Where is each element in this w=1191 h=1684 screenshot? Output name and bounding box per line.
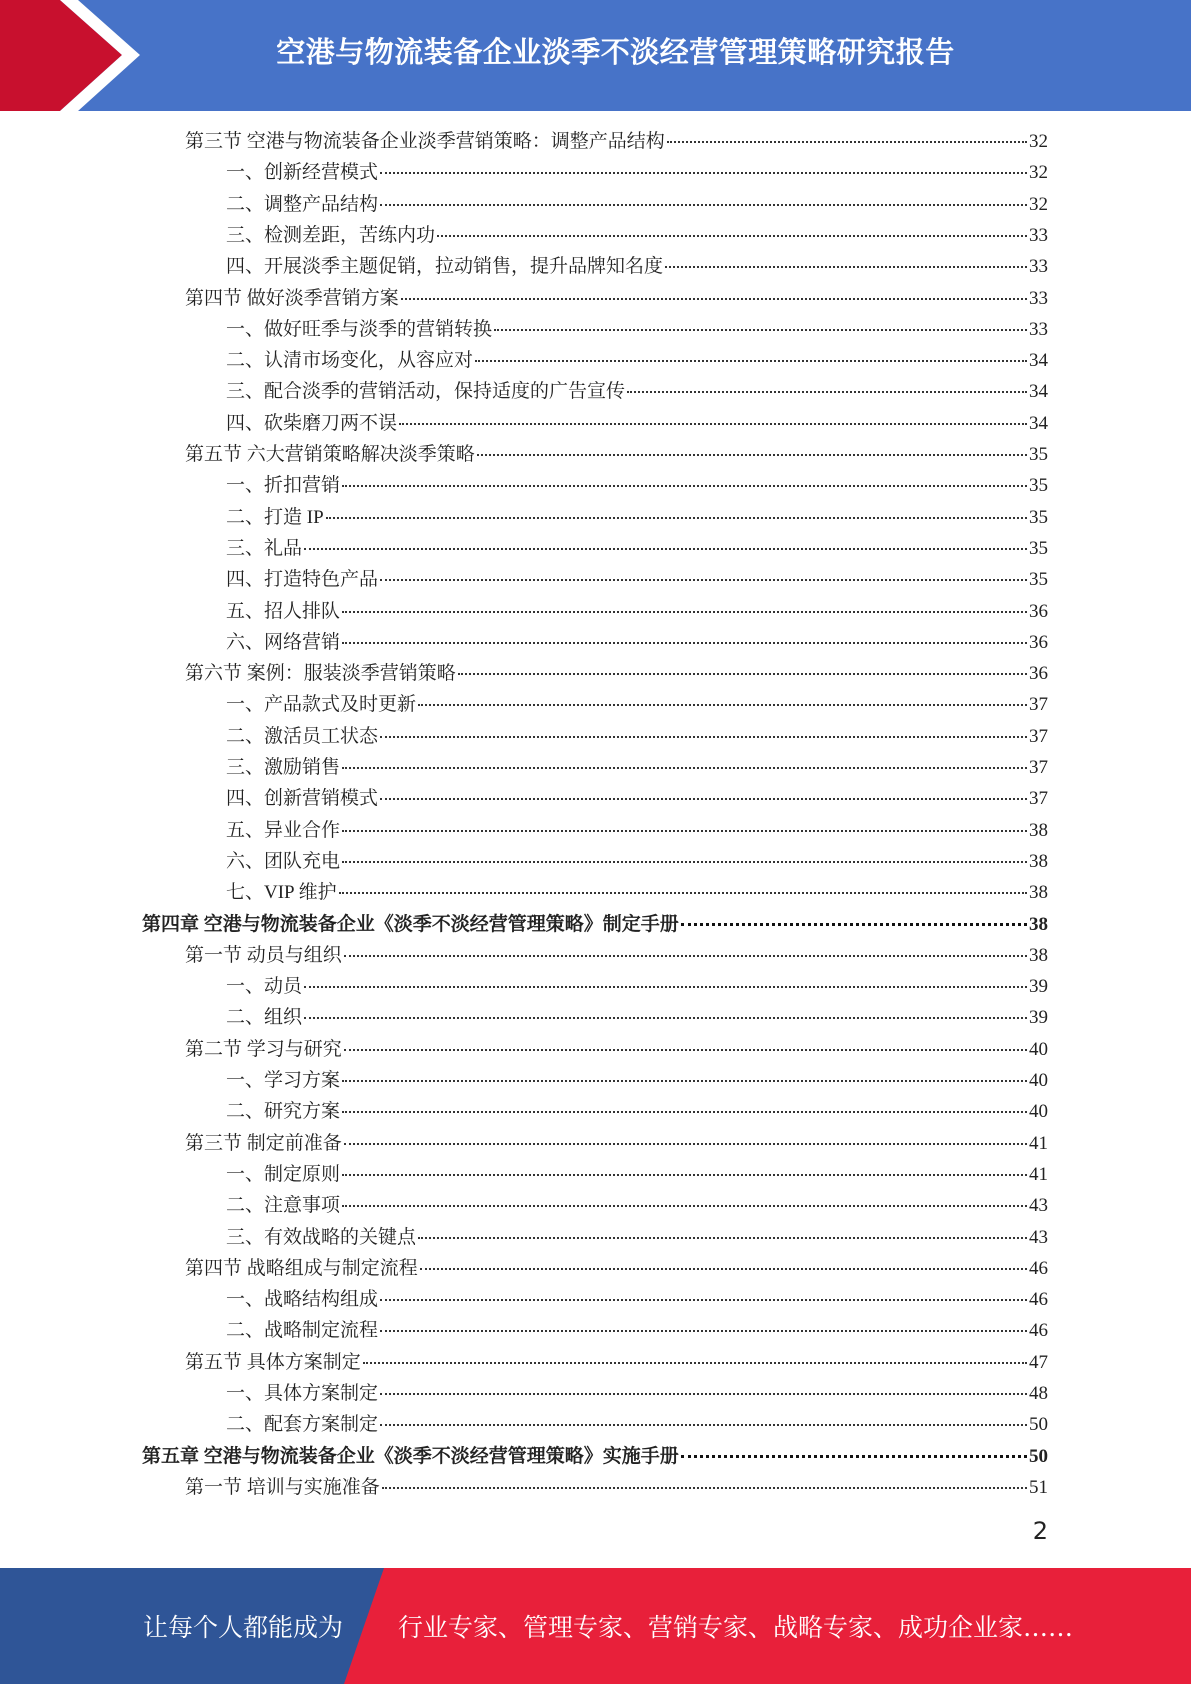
toc-dot-leader	[627, 391, 1027, 393]
toc-entry-title: 二、组织	[226, 1007, 303, 1029]
toc-entry-page: 46	[1029, 1289, 1048, 1311]
toc-dot-leader	[380, 798, 1027, 800]
toc-entry-page: 33	[1029, 318, 1048, 340]
toc-entry-title: 一、创新经营模式	[226, 162, 379, 184]
toc-entry-title: 第一节 动员与组织	[185, 944, 342, 966]
toc-entry-title: 二、研究方案	[226, 1101, 341, 1123]
toc-dot-leader	[342, 1174, 1027, 1176]
toc-entry-title: 第三节 空港与物流装备企业淡季营销策略：调整产品结构	[185, 131, 665, 152]
toc-section-entry[interactable]	[185, 1129, 1048, 1159]
toc-entry-page: 38	[1029, 882, 1048, 904]
toc-dot-leader	[667, 141, 1027, 143]
toc-dot-leader	[342, 767, 1027, 769]
toc-dot-leader	[437, 235, 1027, 237]
toc-entry-page: 51	[1029, 1476, 1048, 1498]
toc-entry-page: 34	[1029, 381, 1048, 403]
toc-section-entry[interactable]	[185, 127, 1048, 157]
toc-entry-page: 40	[1029, 1101, 1048, 1123]
toc-dot-leader	[344, 1143, 1027, 1145]
toc-subsection-entry[interactable]	[226, 1160, 1048, 1190]
document-title: 空港与物流装备企业淡季不淡经营管理策略研究报告	[276, 34, 955, 69]
toc-entry-page: 36	[1029, 600, 1048, 622]
toc-subsection-entry[interactable]	[226, 816, 1048, 846]
toc-section-entry[interactable]	[185, 440, 1048, 470]
toc-entry-title: 三、激励销售	[226, 757, 341, 778]
toc-entry-title: 六、团队充电	[226, 850, 341, 872]
toc-entry-title: 三、礼品	[226, 537, 303, 559]
toc-dot-leader	[380, 1393, 1027, 1395]
toc-dot-leader	[380, 736, 1027, 738]
toc-entry-page: 38	[1029, 944, 1048, 966]
toc-entry-page: 35	[1029, 444, 1048, 465]
toc-dot-leader	[344, 1049, 1027, 1051]
toc-dot-leader	[380, 579, 1027, 581]
toc-dot-leader	[342, 1080, 1027, 1082]
toc-entry-title: 二、战略制定流程	[226, 1320, 379, 1342]
toc-entry-title: 第五节 具体方案制定	[185, 1351, 361, 1373]
toc-entry-title: 五、异业合作	[226, 819, 341, 841]
toc-entry-title: 第六节 案例：服装淡季营销策略	[185, 663, 456, 685]
toc-entry-title: 四、创新营销模式	[226, 788, 379, 810]
toc-dot-leader	[420, 1268, 1027, 1270]
toc-subsection-entry[interactable]	[226, 221, 1048, 251]
toc-section-entry[interactable]	[185, 659, 1048, 689]
toc-dot-leader	[477, 454, 1027, 456]
toc-dot-leader	[342, 611, 1027, 613]
toc-entry-page: 32	[1029, 162, 1048, 184]
toc-subsection-entry[interactable]	[226, 1410, 1048, 1440]
toc-entry-page: 33	[1029, 224, 1048, 246]
toc-entry-page: 40	[1029, 1038, 1048, 1060]
toc-section-entry[interactable]	[185, 941, 1048, 971]
toc-dot-leader	[339, 892, 1027, 894]
toc-dot-leader	[382, 1487, 1027, 1489]
toc-entry-title: 一、具体方案制定	[226, 1383, 379, 1404]
toc-entry-page: 37	[1029, 757, 1048, 778]
toc-subsection-entry[interactable]	[226, 847, 1048, 877]
toc-section-entry[interactable]	[185, 1254, 1048, 1284]
toc-subsection-entry[interactable]	[226, 471, 1048, 501]
toc-entry-page: 37	[1029, 694, 1048, 716]
toc-subsection-entry[interactable]	[226, 1316, 1048, 1346]
footer-slogan-left: 让每个人都能成为	[143, 1613, 344, 1642]
toc-entry-title: 六、网络营销	[226, 631, 341, 653]
toc-entry-page: 34	[1029, 350, 1048, 372]
header-banner	[0, 0, 1191, 111]
toc-subsection-entry[interactable]	[226, 1379, 1048, 1409]
toc-entry-title: 第四节 战略组成与制定流程	[185, 1257, 418, 1279]
toc-entry-title: 三、检测差距，苦练内功	[226, 224, 436, 246]
toc-dot-leader	[380, 172, 1027, 174]
toc-dot-leader	[475, 360, 1027, 362]
toc-entry-page: 46	[1029, 1257, 1048, 1279]
toc-subsection-entry[interactable]	[226, 1285, 1048, 1315]
toc-dot-leader	[344, 955, 1027, 957]
toc-subsection-entry[interactable]	[226, 628, 1048, 658]
toc-dot-leader	[304, 986, 1027, 988]
toc-dot-leader	[401, 298, 1027, 300]
toc-subsection-entry[interactable]	[226, 534, 1048, 564]
toc-section-entry[interactable]	[185, 1348, 1048, 1378]
toc-subsection-entry[interactable]	[226, 565, 1048, 595]
toc-subsection-entry[interactable]	[226, 690, 1048, 720]
toc-entry-title: 三、有效战略的关键点	[226, 1226, 417, 1248]
chevron-arrow-icon	[0, 0, 150, 111]
toc-entry-page: 43	[1029, 1226, 1048, 1248]
toc-entry-title: 一、折扣营销	[226, 475, 341, 497]
toc-subsection-entry[interactable]	[226, 252, 1048, 282]
toc-subsection-entry[interactable]	[226, 1191, 1048, 1221]
toc-dot-leader	[342, 1111, 1027, 1113]
toc-entry-title: 四、砍柴磨刀两不误	[226, 412, 398, 434]
toc-entry-title: 一、动员	[226, 976, 303, 998]
toc-entry-page: 32	[1029, 193, 1048, 215]
toc-dot-leader	[326, 517, 1027, 519]
toc-subsection-entry[interactable]	[226, 346, 1048, 376]
toc-entry-title: 一、战略结构组成	[226, 1289, 379, 1311]
toc-subsection-entry[interactable]	[226, 784, 1048, 814]
toc-entry-title: 二、认清市场变化，从容应对	[226, 350, 474, 372]
toc-subsection-entry[interactable]	[226, 1097, 1048, 1127]
toc-subsection-entry[interactable]	[226, 190, 1048, 220]
toc-subsection-entry[interactable]	[226, 315, 1048, 345]
toc-dot-leader	[304, 548, 1027, 550]
toc-entry-title: 第三节 制定前准备	[185, 1132, 342, 1154]
toc-entry-title: 四、打造特色产品	[226, 569, 379, 591]
toc-dot-leader	[418, 1237, 1027, 1239]
toc-dot-leader	[458, 673, 1027, 675]
toc-entry-page: 35	[1029, 475, 1048, 497]
toc-entry-page: 35	[1029, 506, 1048, 528]
toc-chapter-entry[interactable]	[142, 910, 1048, 940]
toc-entry-title: 第二节 学习与研究	[185, 1038, 342, 1060]
toc-entry-page: 39	[1029, 1007, 1048, 1029]
toc-entry-title: 二、调整产品结构	[226, 193, 379, 215]
toc-entry-page: 36	[1029, 663, 1048, 685]
footer-banner	[0, 1568, 1191, 1684]
toc-dot-leader	[681, 1455, 1027, 1458]
toc-subsection-entry[interactable]	[226, 503, 1048, 533]
toc-entry-page: 41	[1029, 1132, 1048, 1154]
toc-entry-page: 33	[1029, 287, 1048, 309]
toc-entry-title: 三、配合淡季的营销活动，保持适度的广告宣传	[226, 381, 626, 403]
toc-dot-leader	[342, 1205, 1027, 1207]
toc-entry-page: 34	[1029, 412, 1048, 434]
toc-dot-leader	[380, 1424, 1027, 1426]
toc-dot-leader	[418, 704, 1027, 706]
toc-chapter-entry[interactable]	[142, 1442, 1048, 1472]
toc-entry-page: 39	[1029, 976, 1048, 998]
toc-entry-page: 48	[1029, 1383, 1048, 1404]
toc-subsection-entry[interactable]	[226, 878, 1048, 908]
page-number: 2	[1032, 1517, 1048, 1545]
toc-subsection-entry[interactable]	[226, 722, 1048, 752]
toc-entry-title: 二、打造 IP	[226, 506, 324, 528]
toc-entry-title: 一、做好旺季与淡季的营销转换	[226, 318, 493, 340]
toc-dot-leader	[342, 485, 1027, 487]
toc-entry-title: 第四章 空港与物流装备企业《淡季不淡经营管理策略》制定手册	[142, 913, 679, 935]
toc-dot-leader	[380, 204, 1027, 206]
toc-dot-leader	[342, 642, 1027, 644]
toc-entry-page: 38	[1029, 819, 1048, 841]
toc-subsection-entry[interactable]	[226, 377, 1048, 407]
toc-entry-page: 37	[1029, 788, 1048, 810]
toc-entry-page: 35	[1029, 569, 1048, 591]
toc-entry-page: 32	[1029, 131, 1048, 152]
toc-subsection-entry[interactable]	[226, 409, 1048, 439]
toc-entry-page: 35	[1029, 537, 1048, 559]
toc-section-entry[interactable]	[185, 1473, 1048, 1503]
toc-dot-leader	[399, 423, 1027, 425]
toc-entry-page: 38	[1029, 850, 1048, 872]
toc-entry-page: 41	[1029, 1163, 1048, 1185]
toc-dot-leader	[342, 830, 1027, 832]
toc-entry-page: 50	[1029, 1445, 1048, 1467]
toc-entry-title: 五、招人排队	[226, 600, 341, 622]
toc-subsection-entry[interactable]	[226, 1223, 1048, 1253]
toc-entry-title: 二、激活员工状态	[226, 725, 379, 747]
toc-dot-leader	[363, 1362, 1027, 1364]
toc-entry-page: 46	[1029, 1320, 1048, 1342]
toc-entry-page: 47	[1029, 1351, 1048, 1373]
toc-entry-page: 33	[1029, 256, 1048, 278]
toc-entry-title: 一、学习方案	[226, 1070, 341, 1091]
toc-dot-leader	[342, 861, 1027, 863]
toc-entry-title: 二、注意事项	[226, 1195, 341, 1217]
toc-entry-page: 37	[1029, 725, 1048, 747]
toc-subsection-entry[interactable]	[226, 1003, 1048, 1033]
toc-subsection-entry[interactable]	[226, 753, 1048, 783]
toc-entry-title: 第五章 空港与物流装备企业《淡季不淡经营管理策略》实施手册	[142, 1445, 679, 1467]
toc-entry-page: 38	[1029, 913, 1048, 935]
toc-dot-leader	[681, 923, 1027, 926]
toc-subsection-entry[interactable]	[226, 597, 1048, 627]
toc-entry-title: 二、配套方案制定	[226, 1414, 379, 1436]
toc-entry-title: 第四节 做好淡季营销方案	[185, 287, 399, 309]
toc-entry-title: 一、制定原则	[226, 1163, 341, 1185]
toc-entry-title: 一、产品款式及时更新	[226, 694, 417, 716]
toc-entry-title: 第五节 六大营销策略解决淡季策略	[185, 444, 475, 465]
toc-dot-leader	[304, 1017, 1027, 1019]
footer-slogan-right: 行业专家、管理专家、营销专家、战略专家、成功企业家……	[398, 1613, 1074, 1642]
toc-subsection-entry[interactable]	[226, 1066, 1048, 1096]
toc-entry-page: 43	[1029, 1195, 1048, 1217]
toc-dot-leader	[665, 266, 1027, 268]
toc-entry-page: 50	[1029, 1414, 1048, 1436]
toc-dot-leader	[380, 1299, 1027, 1301]
toc-entry-title: 第一节 培训与实施准备	[185, 1476, 380, 1498]
toc-entry-title: 四、开展淡季主题促销，拉动销售，提升品牌知名度	[226, 256, 664, 278]
toc-dot-leader	[380, 1330, 1027, 1332]
toc-entry-page: 36	[1029, 631, 1048, 653]
toc-dot-leader	[494, 329, 1027, 331]
toc-entry-page: 40	[1029, 1070, 1048, 1091]
toc-section-entry[interactable]	[185, 1035, 1048, 1065]
toc-entry-title: 七、VIP 维护	[226, 882, 337, 904]
toc-subsection-entry[interactable]	[226, 972, 1048, 1002]
toc-section-entry[interactable]	[185, 284, 1048, 314]
toc-subsection-entry[interactable]	[226, 158, 1048, 188]
